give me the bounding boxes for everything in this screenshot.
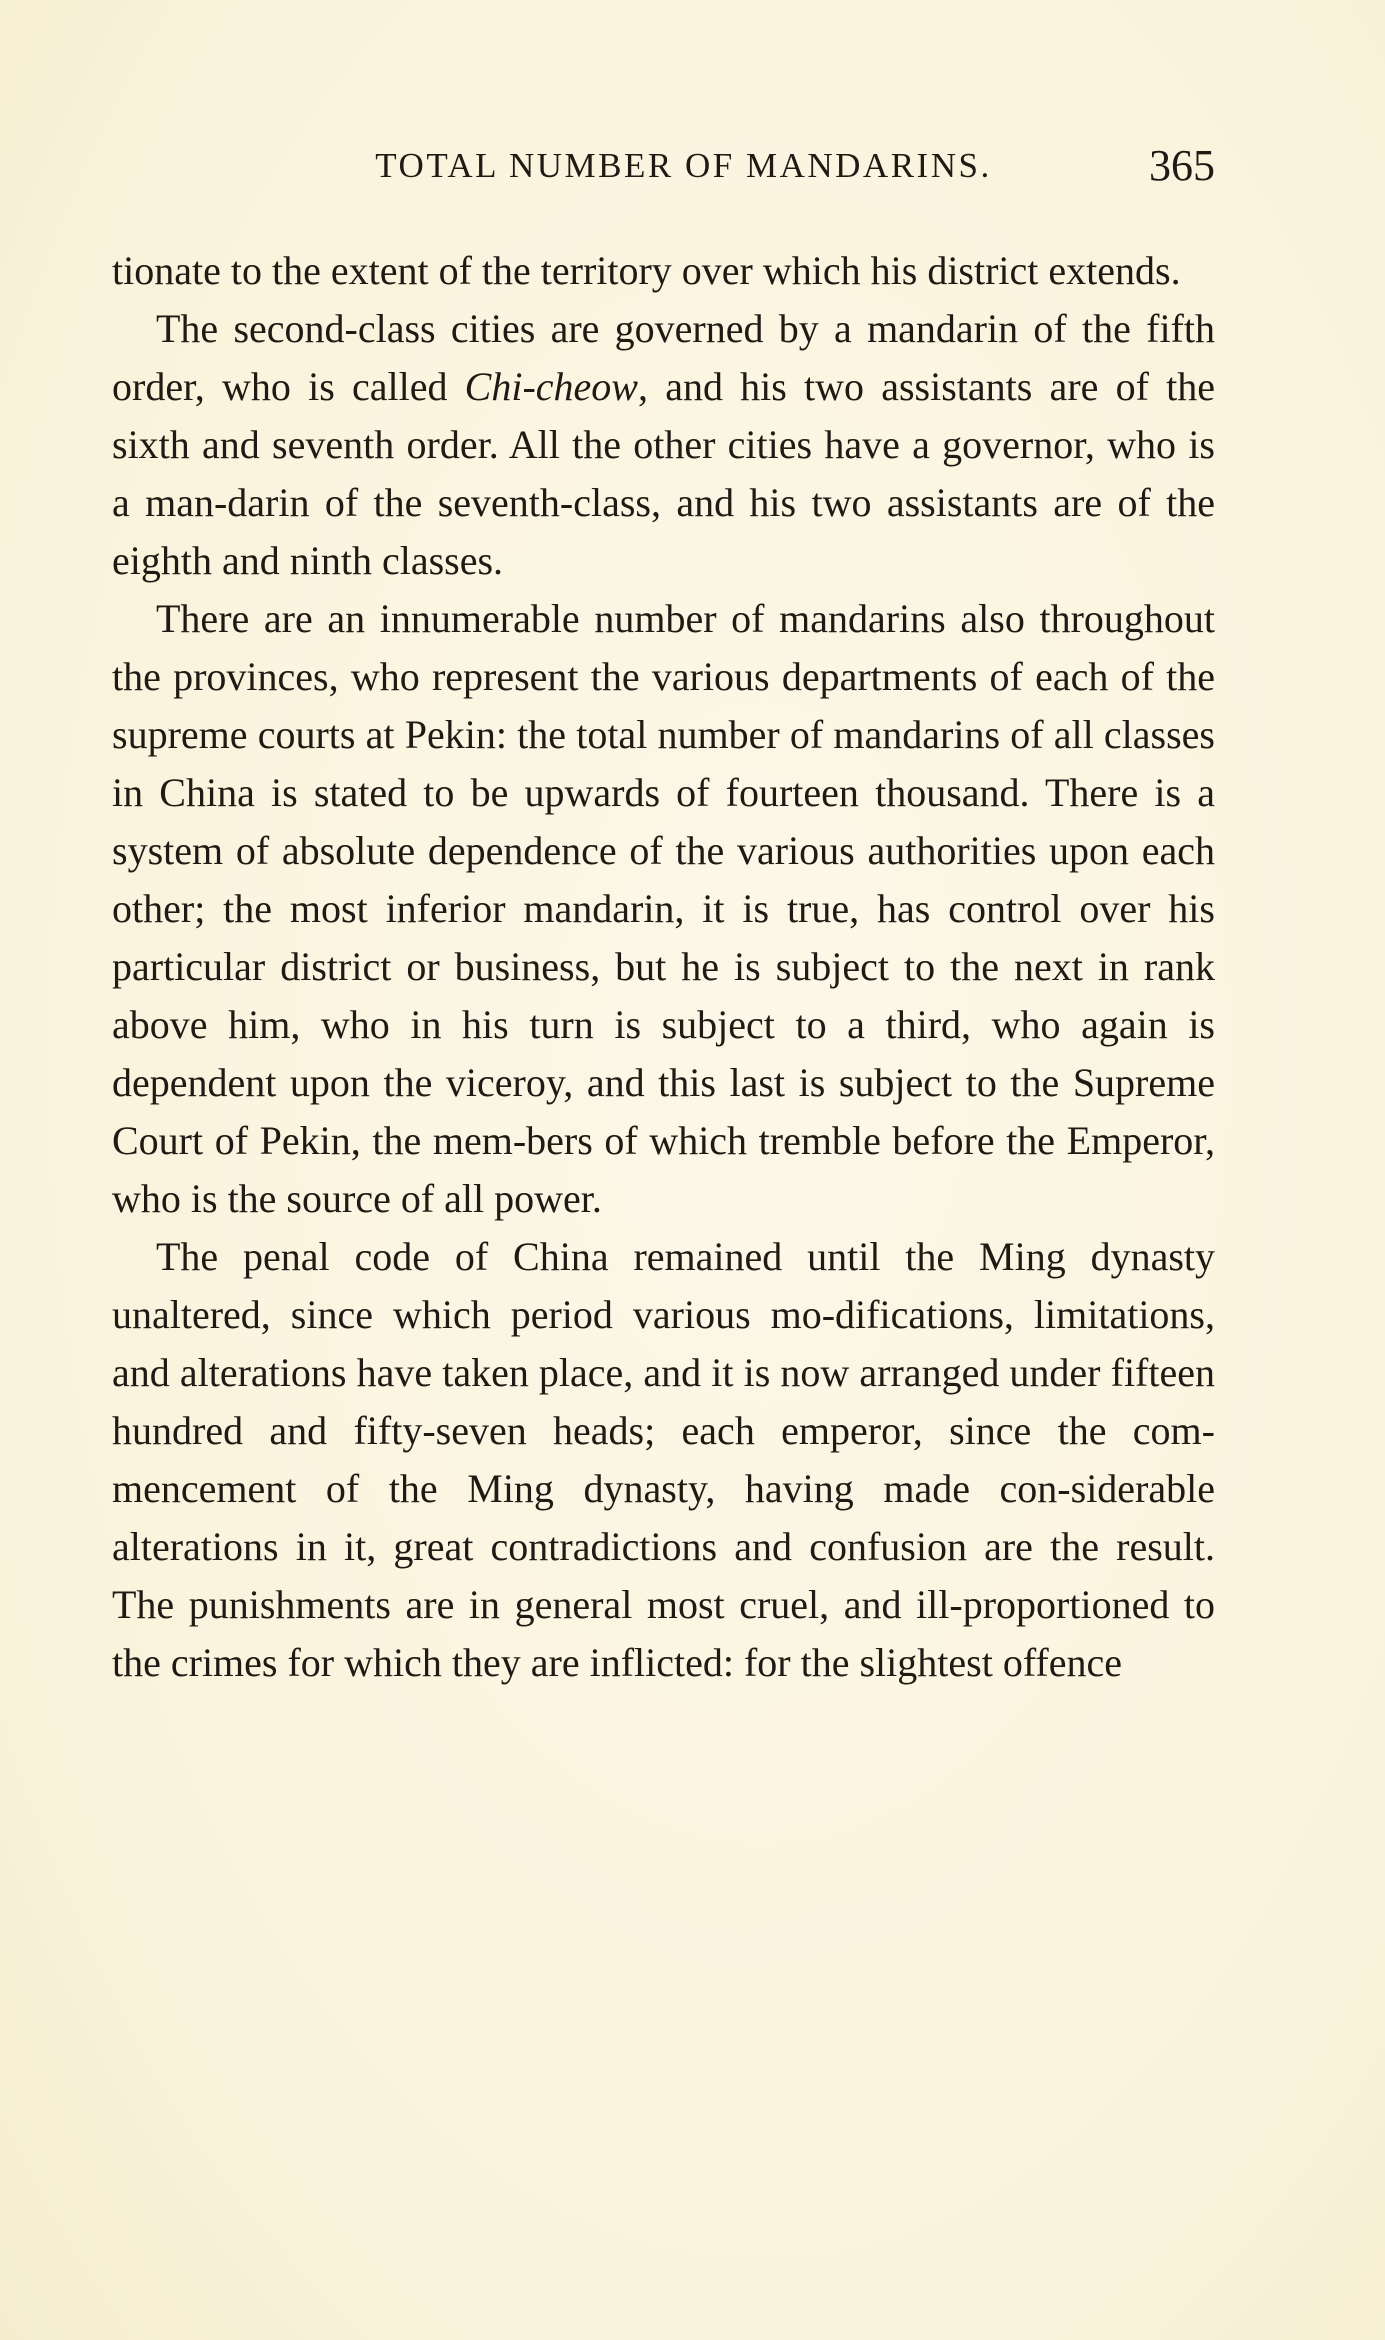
paragraph-continuation: tionate to the extent of the territory over which his district extends. [112, 248, 1181, 293]
page-number: 365 [1149, 141, 1215, 190]
paragraph-mandarins-provinces: There are an innumerable number of mandarins also throughout the provinces, who represent the various departments of each of the supreme courts at Pekin: the total number of mandarins of all classes in China is stated to be upwards of fourteen thousand. There is a system of absolute dependence of the various authorities upon each other; the most inferior mandarin, it is true, has control over his particular district or business, but he is subject to the next in rank above him, who in his turn is subject to a third, who again is dependent upon the viceroy, and this last is subject to the Supreme Court of Pekin, the mem-bers of which tremble before the Emperor, who is the source of all power. [112, 596, 1215, 1221]
italic-title-chi-cheow: Chi-cheow [464, 364, 638, 409]
paragraph-penal-code: The penal code of China remained until the Ming dynasty unaltered, since which period various mo-difications, limitations, and alterations have taken place, and it is now arranged under fifteen hundred and fifty-seven heads; each emperor, since the com-mencement of the Ming dynasty, having made con-siderable alterations in it, great contradictions and confusion are the result. The punishments are in general most cruel, and ill-proportioned to the crimes for which they are inflicted: for the slightest offence [112, 1234, 1215, 1685]
body-text [112, 242, 1215, 1692]
paragraph-second-class-cities [112, 300, 1215, 590]
paragraph-text: The second-class cities are governed by a mandarin of the fifth order, who is called [112, 306, 1215, 409]
running-head-title: TOTAL NUMBER OF MANDARINS. [375, 146, 992, 185]
paragraph-text: , and his two assistants are of the sixth and seventh order. All the other cities have a governor, who is a man-darin of the seventh-class, and his two assistants are of the eighth and ninth classes. [112, 364, 1215, 583]
running-head [112, 141, 1215, 206]
